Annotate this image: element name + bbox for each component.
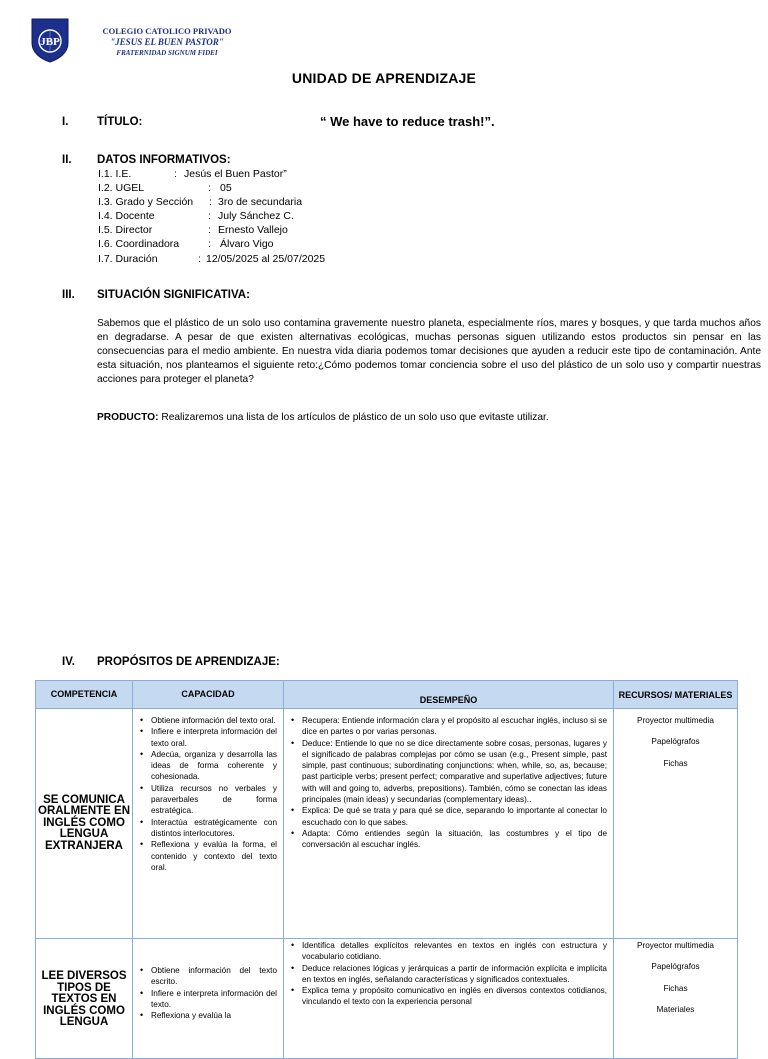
capacidad-item: • Infiere e interpreta información del texto oral. [151, 726, 277, 749]
table-row [36, 709, 738, 939]
info-value: Jesús el Buen Pastor” [184, 168, 287, 180]
page-title: UNIDAD DE APRENDIZAJE [291, 70, 477, 86]
unit-title-value: “ We have to reduce trash!”. [320, 114, 495, 129]
info-value: 05 [220, 182, 232, 194]
desempeno-item: • Explica: De qué se trata y para qué se dice, separando lo importante al conectar lo escuchado con lo que sabes. [302, 805, 607, 828]
info-sep: : [208, 238, 211, 250]
desempeno-item: • Deduce: Entiende lo que no se dice directamente sobre cosas, personas, lugares y el significado de palabras complejas por cómo se usan (e.g., Present simple, past simple, past continuous; subordinating conjunctions: when, while, so, as, because; past participle verbs; present perfect; comparative and superlative adjectives; future with will and going to, adverbs, prepositions). También, cómo se conectan las ideas principales (main ideas) y secundarias (complementary ideas).. [302, 738, 607, 806]
competencia-cell: LEE DIVERSOS TIPOS DE TEXTOS EN INGLÉS COMO LENGUA [36, 939, 133, 1059]
section-3-label: SITUACIÓN SIGNIFICATIVA: [97, 289, 250, 301]
section-3-number: III. [62, 289, 75, 301]
table-header-row [36, 681, 738, 709]
logo-text: JBP [40, 36, 60, 48]
info-key: I.4. Docente [98, 210, 155, 222]
recursos-cell [614, 709, 738, 939]
capacidad-item: • Utiliza recursos no verbales y paraverbales de forma estratégica. [151, 783, 277, 817]
info-value: Álvaro Vigo [220, 238, 274, 250]
capacidad-item: • Interactúa estratégicamente con distintos interlocutores. [151, 817, 277, 840]
section-2-number: II. [62, 154, 72, 166]
recurso-item: Fichas [663, 758, 688, 768]
school-line-3: FRATERNIDAD SIGNUM FIDEI [116, 49, 218, 57]
recurso-item: Proyector multimedia [637, 716, 714, 725]
info-sep: : [198, 253, 201, 265]
recurso-item: Fichas [663, 983, 688, 993]
section-4-number: IV. [62, 656, 76, 668]
info-sep: : [209, 196, 212, 208]
product-label: PRODUCTO: [97, 412, 159, 423]
info-sep: : [208, 224, 211, 236]
col-header-recursos: RECURSOS/ MATERIALES [614, 681, 738, 709]
section-1-label: TÍTULO: [97, 116, 143, 128]
desempeno-cell [284, 939, 614, 1059]
info-key: I.2. UGEL [98, 182, 145, 194]
desempeno-item: • Deduce relaciones lógicas y jerárquicas a partir de información explícita e implícita en textos en inglés, señalando características y significados contextuales. [302, 963, 607, 986]
school-name [72, 26, 262, 59]
desempeno-item: • Identifica detalles explícitos relevantes en textos en inglés con estructura y vocabulario cotidiano. [302, 940, 607, 963]
capacidad-item: • Infiere e interpreta información del texto. [151, 988, 277, 1011]
learning-purposes-table [35, 680, 738, 1059]
capacidad-item: • Reflexiona y evalúa la forma, el contenido y contexto del texto oral. [151, 839, 277, 873]
capacidad-cell [133, 709, 284, 939]
recurso-item: Materiales [656, 1004, 695, 1014]
info-key: I.5. Director [98, 224, 153, 236]
info-sep: : [208, 182, 211, 194]
recurso-item: Papelógrafos [651, 962, 700, 972]
capacidad-item: • Adecúa, organiza y desarrolla las ideas de forma coherente y cohesionada. [151, 749, 277, 783]
school-logo [30, 17, 70, 63]
table-row [36, 939, 738, 1059]
school-line-1: COLEGIO CATOLICO PRIVADO [102, 26, 232, 36]
col-header-capacidad: CAPACIDAD [133, 681, 284, 709]
desempeno-cell [284, 709, 614, 939]
info-key: I.1. I.E. [98, 168, 132, 180]
info-key: I.7. Duración [98, 253, 158, 265]
product-line [97, 412, 761, 423]
section-4-label: PROPÓSITOS DE APRENDIZAJE: [97, 656, 280, 668]
info-sep: : [208, 210, 211, 222]
recursos-cell [614, 939, 738, 1059]
info-sep: : [174, 168, 177, 180]
col-header-desempeno: DESEMPEÑO [284, 681, 614, 709]
product-text: Realizaremos una lista de los artículos de plástico de un solo uso que evitaste utilizar. [158, 412, 549, 423]
info-key: I.3. Grado y Sección [98, 196, 194, 208]
info-value: 12/05/2025 al 25/07/2025 [206, 253, 326, 265]
desempeno-item: • Recupera: Entiende información clara y el propósito al escuchar inglés, incluso si se dice en partes o por varias personas. [302, 715, 607, 738]
school-line-2: "JESUS EL BUEN PASTOR" [110, 37, 224, 47]
desempeno-item: • Explica tema y propósito comunicativo en inglés en diversos contextos cotidianos, vinculando el texto con la experiencia personal [302, 985, 607, 1008]
capacidad-item: • Obtiene información del texto escrito. [151, 965, 277, 988]
recurso-item: Papelógrafos [651, 737, 700, 747]
section-2-label: DATOS INFORMATIVOS: [97, 154, 231, 166]
capacidad-cell [133, 939, 284, 1059]
info-key: I.6. Coordinadora [98, 238, 180, 250]
desempeno-item: • Adapta: Cómo entiendes según la situación, las costumbres y el tipo de conversación al escuchar inglés. [302, 828, 607, 851]
info-value: Ernesto Vallejo [218, 224, 288, 236]
section-1-number: I. [62, 116, 69, 128]
info-value: 3ro de secundaria [218, 196, 303, 208]
col-header-competencia: COMPETENCIA [36, 681, 133, 709]
situation-paragraph: Sabemos que el plástico de un solo uso contamina gravemente nuestro planeta, especialmente ríos, mares y bosques, y que tarda muchos años en degradarse. A pesar de que existen alternativas ecológicas, muchas personas siguen utilizando estos productos sin pensar en las consecuencias para el medio ambiente. En nuestra vida diaria podemos tomar decisiones que ayuden a reducir este tipo de contaminación. Ante esta situación, nos planteamos el siguiente reto:¿Cómo podemos tomar conciencia sobre el uso del plástico de un solo uso y compartir nuestras acciones para proteger el planeta? [97, 318, 761, 386]
recurso-item: Proyector multimedia [637, 941, 714, 950]
info-value: July Sánchez C. [218, 210, 294, 222]
competencia-cell: SE COMUNICA ORALMENTE EN INGLÉS COMO LENGUA EXTRANJERA [36, 709, 133, 939]
capacidad-item: • Obtiene información del texto oral. [151, 715, 277, 726]
capacidad-item: • Reflexiona y evalúa la [151, 1010, 277, 1021]
